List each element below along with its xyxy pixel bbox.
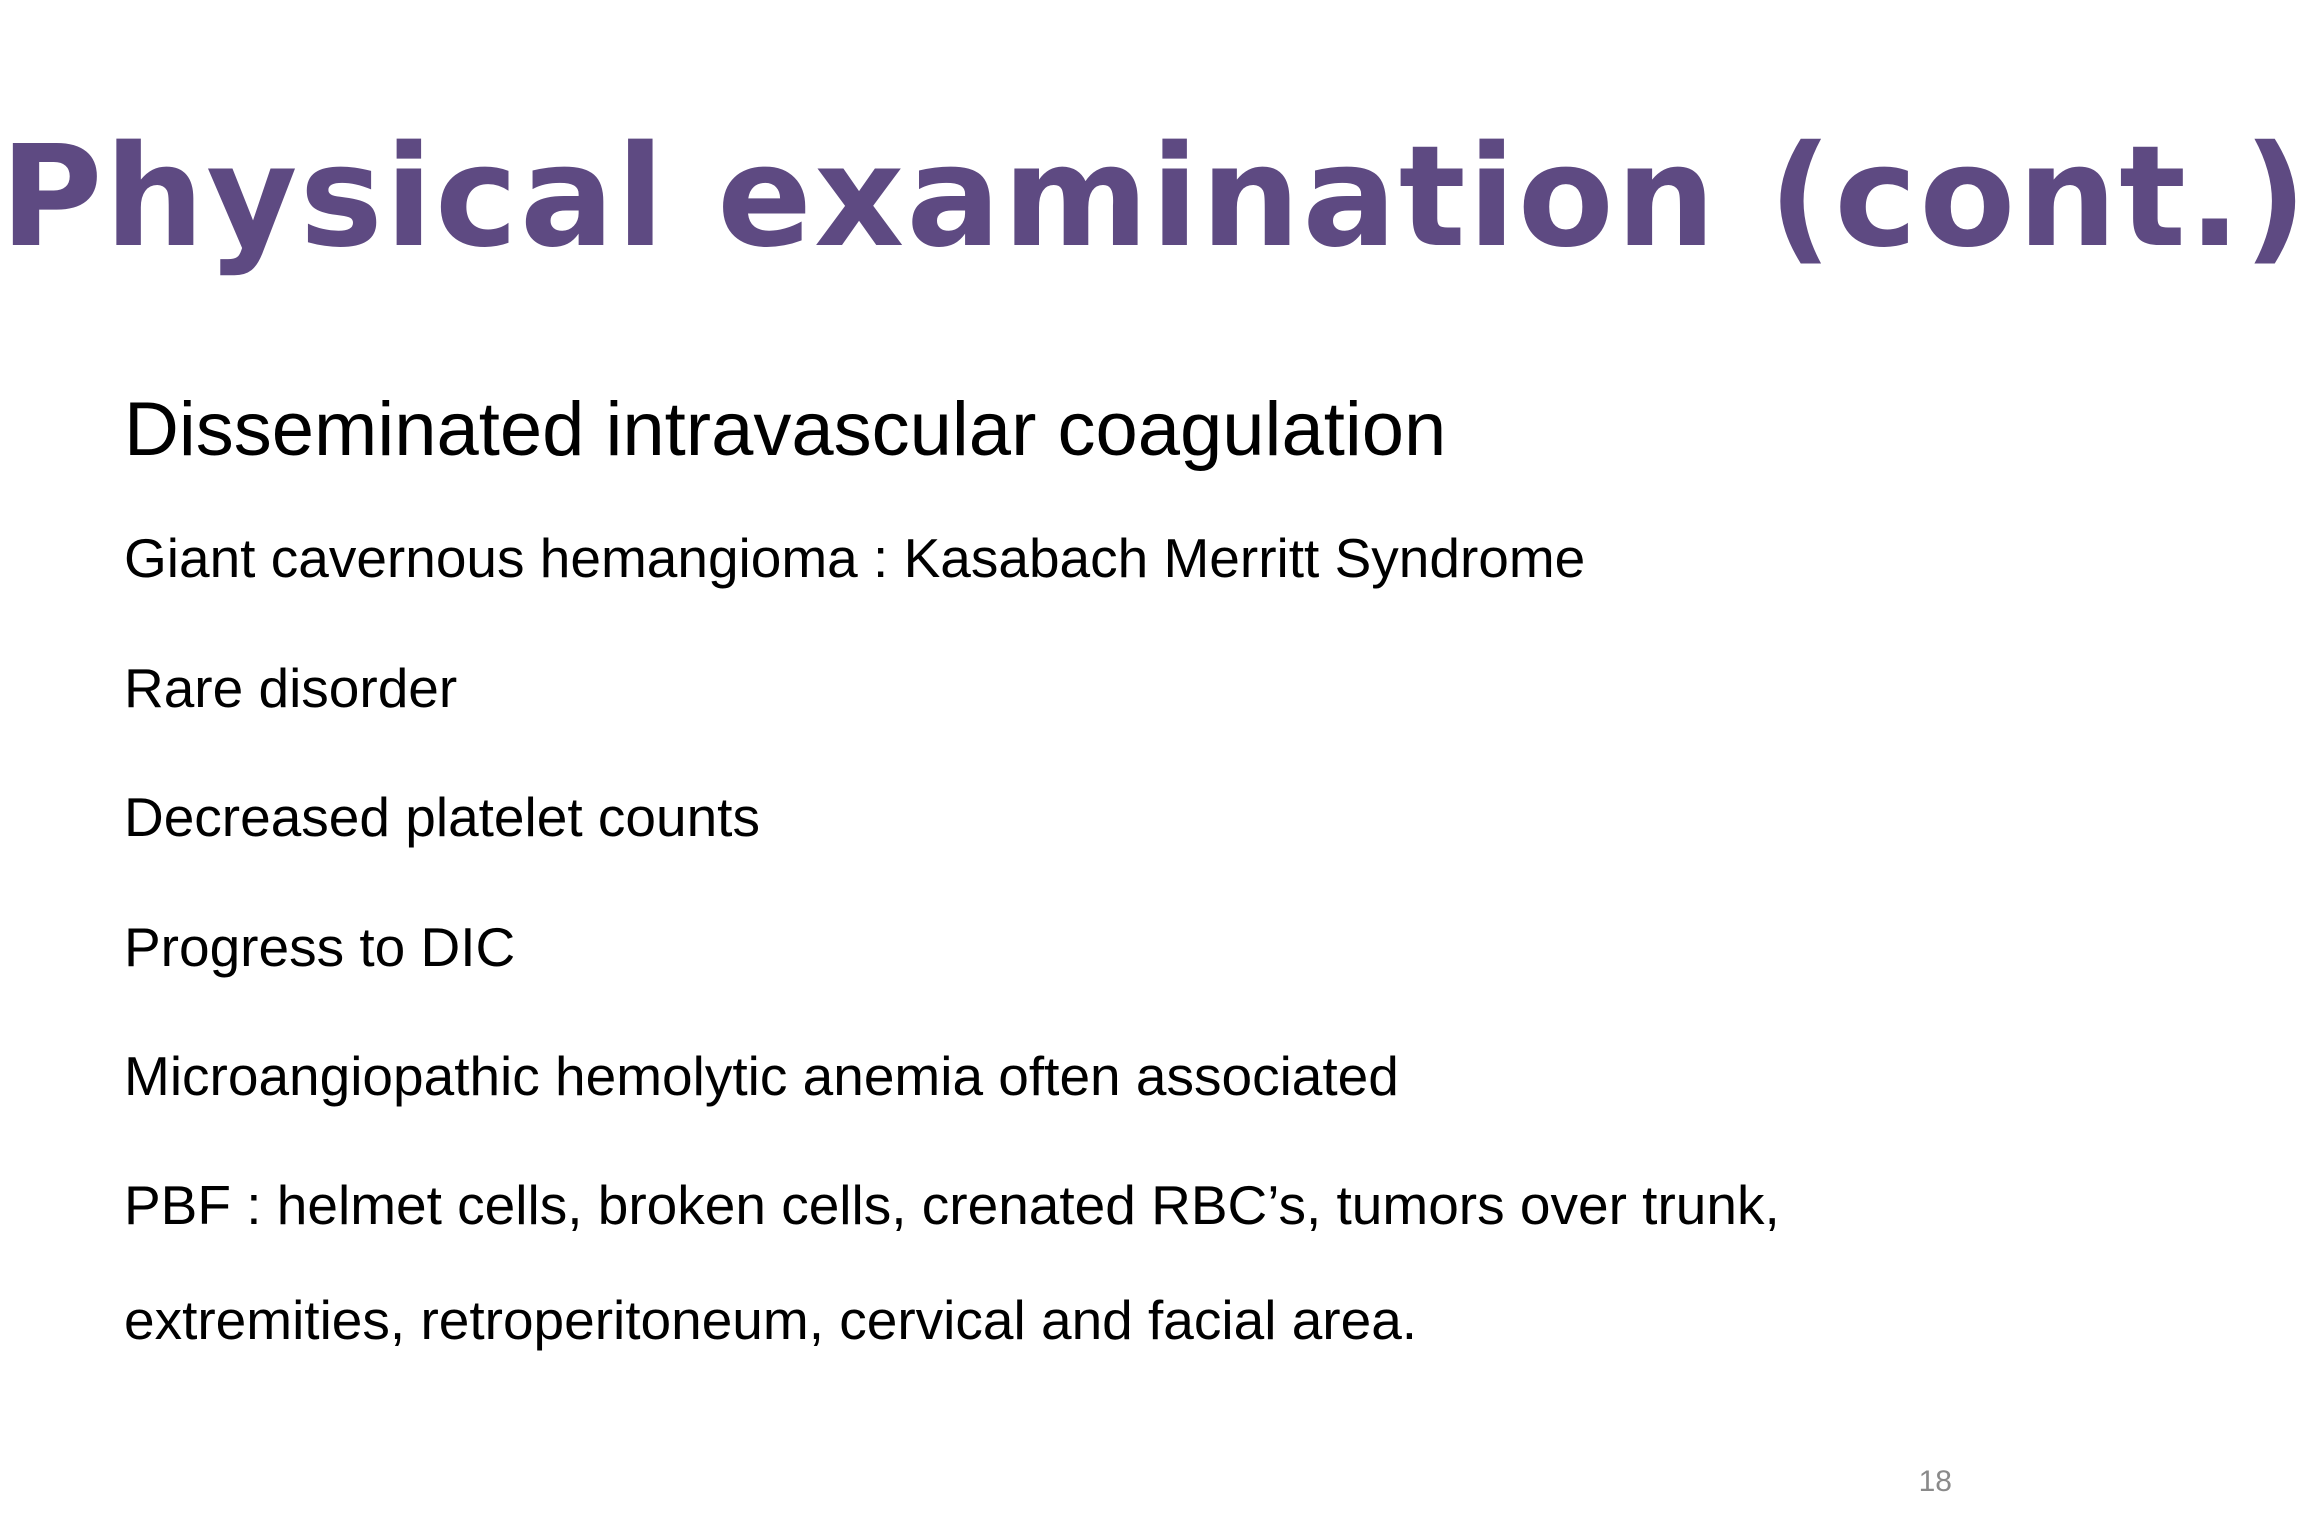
slide-subtitle: Disseminated intravascular coagulation bbox=[124, 387, 1447, 472]
body-line: Decreased platelet counts bbox=[124, 786, 760, 848]
body-line: Giant cavernous hemangioma : Kasabach Merritt Syndrome bbox=[124, 527, 1586, 589]
slide-title: Physical examination (cont.) bbox=[0, 116, 2309, 279]
body-line: extremities, retroperitoneum, cervical and facial area. bbox=[124, 1289, 1418, 1351]
body-line: PBF : helmet cells, broken cells, crenated RBC’s, tumors over trunk, bbox=[124, 1174, 1780, 1236]
body-line: Progress to DIC bbox=[124, 916, 516, 978]
page-number: 18 bbox=[1918, 1465, 1952, 1498]
body-line: Microangiopathic hemolytic anemia often associated bbox=[124, 1045, 1399, 1107]
body-line: Rare disorder bbox=[124, 657, 458, 719]
